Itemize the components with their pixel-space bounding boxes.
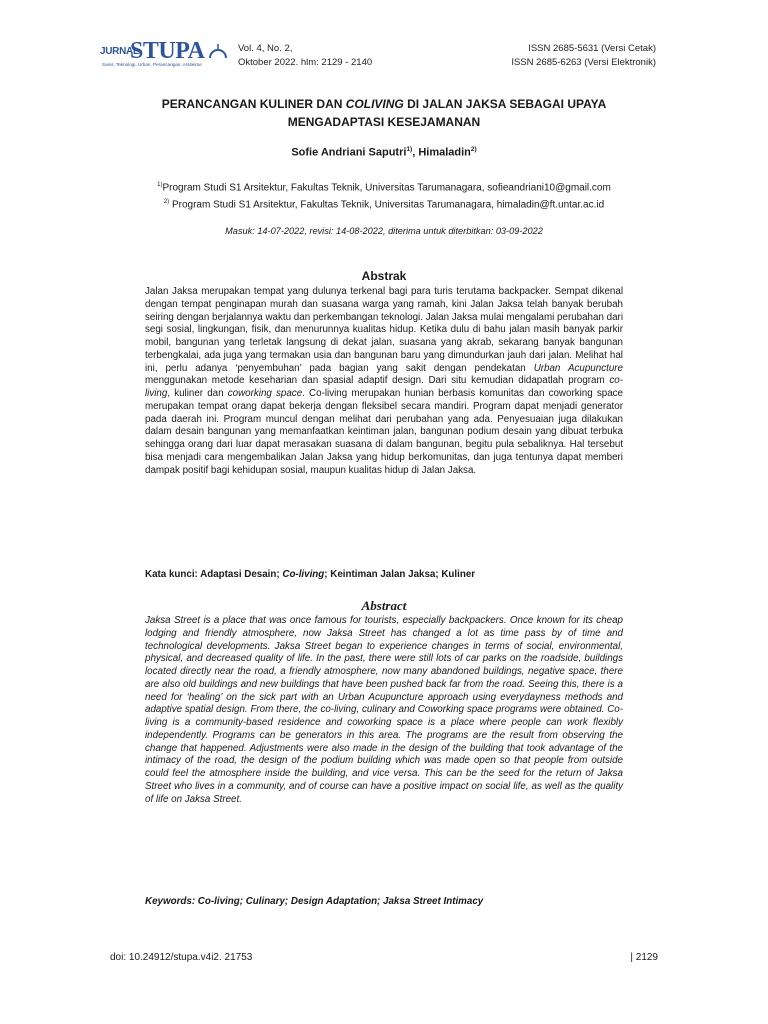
kata-kunci-a: Kata kunci: Adaptasi Desain; [145,569,283,580]
author-2: , Himaladin [412,146,471,159]
affiliations [100,178,668,213]
affil-1-text: Program Studi S1 Arsitektur, Fakultas Teknik, Universitas Tarumanagara, sofieandriani10@gmail.com [162,182,611,194]
affil-2-sup: 2) [163,199,170,206]
issn-print: ISSN 2685-5631 (Versi Cetak) [528,43,656,54]
journal-header [100,40,656,74]
abstrak-text-3: , kuliner dan [167,388,228,399]
author-2-sup: 2) [470,146,477,153]
abstrak-text-1: Jalan Jaksa merupakan tempat yang dulunya terkenal bagi para turis terutama backpacker. Sempat dikenal dengan tempat penginapan murah dan suasana warga yang ramah, kini Jalan Jaksa telah banyak berubah seiring dengan berjalannya waktu dan perkembangan teknologi. Jalan Jaksa mulai mengalami perubahan dari segi sosial, lingkungan, fisik, dan menurunnya kualitas hidup. Ketika dulu di bahu jalan masih banyak parkir mobil, bangunan yang terletak langsung di dekat jalan, suasana yang akrab, sekarang banyak bangunan terbengkalai, ada juga yang termakan usia dan bangunan baru yang dimundurkan jauh dari jalan. Melihat hal ini, perlu adanya ‘penyembuhan’ pada bagian yang sakit dengan pendekatan [145,286,623,374]
page-number: | 2129 [630,952,658,963]
volume-line: Vol. 4, No. 2, [238,43,293,54]
journal-logo [100,40,230,74]
volume-info [238,42,372,70]
author-1: Sofie Andriani Saputri [291,146,407,159]
affiliation-2 [100,195,668,212]
abstrak-italic-1: Urban Acupuncture [533,362,623,374]
abstrak-body [145,286,623,477]
keywords: Keywords: Co-living; Culinary; Design Adaptation; Jaksa Street Intimacy [145,896,484,907]
abstrak-heading: Abstrak [361,269,407,283]
logo-dome-icon [208,42,228,62]
affil-1-sup: 1) [157,182,163,188]
author-list [120,146,648,159]
logo-small-text: JURNAL [100,46,139,57]
abstract-body: Jaksa Street is a place that was once famous for tourists, especially backpackers. Once known for its cheap lodging and friendly atmosphere, now Jaksa Street has changed a lot as time pass by of time and technological developments. Jaksa Street began to experience changes in terms of social, environmental, physical, and decreased quality of life. In the past, there were still lots of car parks on the roadside, buildings located directly near the road, a friendly atmosphere, now many abandoned buildings, negative space, there are also old buildings and new buildings that have been pushed back far from the road. Seeing this, there is a need for ‘healing’ on the sick part with an Urban Acupuncture approach using everydayness methods and adaptive spatial design. From there, the co-living, culinary and Coworking space programs were obtained. Co-living is a community-based residence and coworking space is a place where people can work flexibly independently. Programs can be generators in this area. The programs are the result from observing the change that happened. Adjustments were also made in the design of the building that took advantage of the intimacy of the road, the design of the podium building which was made open so that people from outside could feel the atmosphere inside the building, and vice versa. This can be the seed for the return of Jaksa Street who lives in a community, and of course can have a positive impact on social life, as well as the quality of life on Jaksa Street. [145,615,623,805]
issn-online: ISSN 2685-6263 (Versi Elektronik) [511,57,656,68]
doi-link[interactable]: doi: 10.24912/stupa.v4i2. 21753 [110,952,253,963]
affiliation-1 [100,178,668,195]
abstract-heading: Abstract [361,598,407,613]
abstrak-text-2: menggunakan metode keseharian dan spasial adaptif design. Dari situ kemudian didapatlah program [145,375,610,387]
kata-kunci-italic: Co-living [282,569,325,580]
title-part1: PERANCANGAN KULINER DAN [161,97,346,111]
author-1-sup: 1) [406,146,413,153]
paper-title [120,95,648,131]
submission-dates: Masuk: 14-07-2022, revisi: 14-08-2022, diterima untuk diterbitkan: 03-09-2022 [225,226,543,236]
title-line2: MENGADAPTASI KESEJAMANAN [287,115,481,129]
abstrak-italic-3: coworking space [227,388,303,399]
kata-kunci [145,569,623,580]
logo-tagline: Sains, Teknologi, Urban, Perancangan, Arsitektur [102,62,203,67]
kata-kunci-b: ; Keintiman Jalan Jaksa; Kuliner [324,569,476,580]
date-pages-line: Oktober 2022. hlm: 2129 - 2140 [238,57,373,68]
title-italic: COLIVING [345,97,404,111]
logo-big-text: STUPA [130,38,205,64]
title-part2: DI JALAN JAKSA SEBAGAI UPAYA [403,97,607,111]
issn-info [511,42,656,70]
abstrak-italic-2: co-living [145,375,623,399]
abstrak-text-4: . Co-living merupakan hunian berbasis komunitas dan coworking space merupakan tempat orang dapat bekerja dengan fleksibel secara mandiri. Program dapat menjadi generator pada daerah ini. Program muncul dengan melihat dari perubahan yang ada. Penyesuaian juga dilakukan dalam desain bangunan yang memanfaatkan keintiman jalan, bangunan podium desain yang dibuat terbuka sehingga orang dari luar dapat merasakan suasana di dalam bangunan, begitu pula sebaliknya. Hal tersebut bisa menjadi cara mengembalikan Jalan Jaksa yang hidup berkomunitas, dan juga tentunya dapat memberi dampak positif bagi kehidupan sosial, maupun kualitas hidup di Jalan Jaksa. [145,388,623,476]
affil-2-text: Program Studi S1 Arsitektur, Fakultas Teknik, Universitas Tarumanagara, himaladin@ft.untar.ac.id [169,199,605,211]
